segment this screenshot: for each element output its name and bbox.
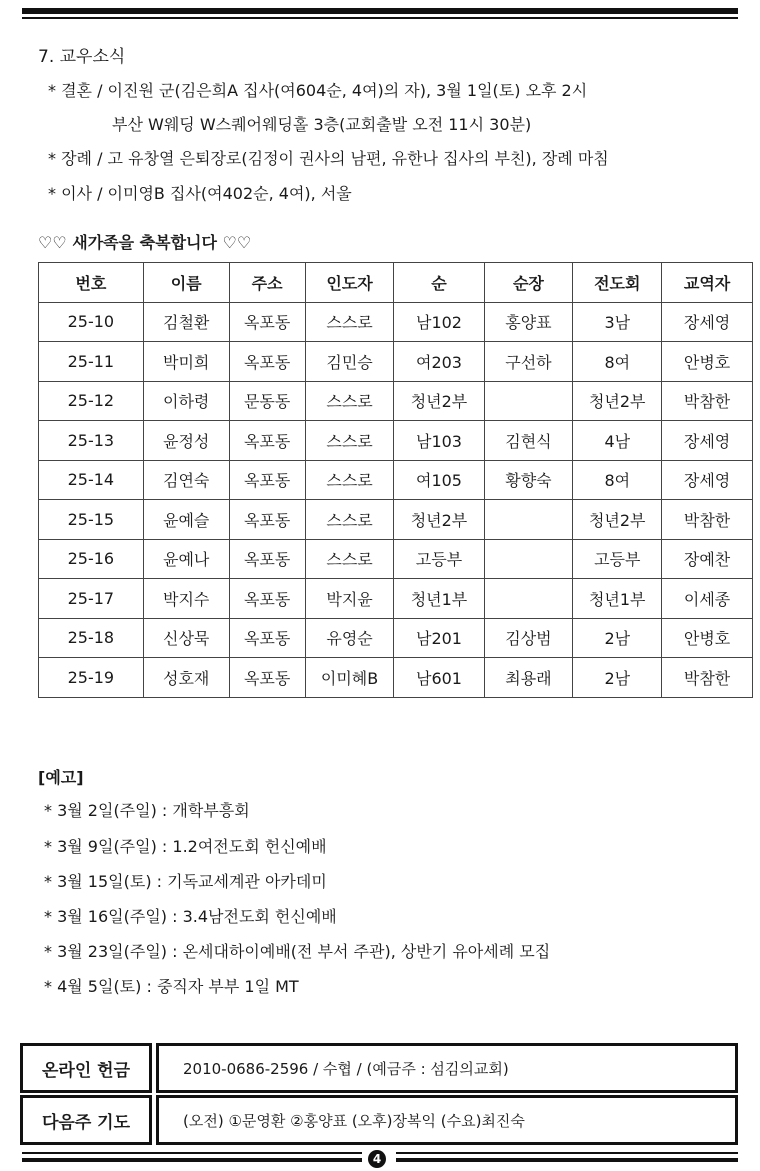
cell-name: 박지수 [143, 579, 229, 619]
cell-pastor: 장예찬 [662, 539, 753, 579]
cell-number: 25-13 [39, 421, 144, 461]
bottom-rule-right [396, 1158, 738, 1162]
table-row [39, 579, 753, 619]
table-row [39, 460, 753, 500]
cell-address: 옥포동 [229, 302, 305, 342]
cell-pastor: 장세영 [662, 421, 753, 461]
column-header: 인도자 [305, 263, 394, 303]
cell-guide: 스스로 [305, 421, 394, 461]
prayer-label: 다음주 기도 [20, 1095, 152, 1145]
notice-item: * 3월 15일(토) : 기독교세계관 아카데미 [44, 872, 327, 891]
news-wedding-venue: 부산 W웨딩 W스퀘어웨딩홀 3층(교회출발 오전 11시 30분) [112, 115, 532, 134]
news-moving: * 이사 / 이미영B 집사(여402순, 4여), 서울 [48, 184, 352, 203]
bottom-rule-right-thin [396, 1152, 738, 1154]
cell-name: 박미희 [143, 342, 229, 382]
table-row [39, 342, 753, 382]
offering-account: 2010-0686-2596 / 수협 / (예금주 : 섬김의교회) [156, 1043, 738, 1093]
cell-group: 남102 [394, 302, 484, 342]
section-title: 7. 교우소식 [38, 47, 126, 67]
cell-group: 남601 [394, 658, 484, 698]
table-row [39, 539, 753, 579]
cell-name: 김연숙 [143, 460, 229, 500]
cell-name: 성호재 [143, 658, 229, 698]
column-header: 번호 [39, 263, 144, 303]
notice-item: * 3월 16일(주일) : 3.4남전도회 헌신예배 [44, 907, 337, 926]
cell-address: 옥포동 [229, 618, 305, 658]
news-wedding: * 결혼 / 이진원 군(김은희A 집사(여604순, 4여)의 자), 3월 1일(토) 오후 2시 [48, 81, 588, 100]
cell-guide: 스스로 [305, 381, 394, 421]
cell-guide: 스스로 [305, 539, 394, 579]
cell-name: 신상묵 [143, 618, 229, 658]
column-header: 이름 [143, 263, 229, 303]
prayer-schedule: (오전) ①문영환 ②홍양표 (오후)장복익 (수요)최진숙 [156, 1095, 738, 1145]
page-number: 4 [368, 1150, 386, 1168]
cell-name: 이하령 [143, 381, 229, 421]
cell-address: 옥포동 [229, 658, 305, 698]
cell-group-leader: 홍양표 [484, 302, 573, 342]
bottom-rule-left-thin [22, 1152, 362, 1154]
bottom-rule-left [22, 1158, 362, 1162]
table-row [39, 302, 753, 342]
cell-group: 청년1부 [394, 579, 484, 619]
cell-guide: 이미혜B [305, 658, 394, 698]
cell-number: 25-19 [39, 658, 144, 698]
cell-name: 윤예나 [143, 539, 229, 579]
top-rule-thick [22, 8, 738, 14]
cell-pastor: 장세영 [662, 302, 753, 342]
cell-group-leader [484, 381, 573, 421]
column-header: 순 [394, 263, 484, 303]
cell-group-leader [484, 500, 573, 540]
offering-label: 온라인 헌금 [20, 1043, 152, 1093]
cell-guide: 스스로 [305, 500, 394, 540]
cell-number: 25-11 [39, 342, 144, 382]
cell-address: 문동동 [229, 381, 305, 421]
cell-group: 남103 [394, 421, 484, 461]
cell-name: 김철환 [143, 302, 229, 342]
cell-number: 25-12 [39, 381, 144, 421]
cell-guide: 박지윤 [305, 579, 394, 619]
cell-number: 25-14 [39, 460, 144, 500]
cell-mission-society: 청년1부 [573, 579, 662, 619]
cell-group: 여203 [394, 342, 484, 382]
cell-group-leader: 황향숙 [484, 460, 573, 500]
news-funeral: * 장례 / 고 유창열 은퇴장로(김정이 권사의 남편, 유한나 집사의 부친), 장례 마침 [48, 149, 609, 168]
cell-number: 25-16 [39, 539, 144, 579]
table-row [39, 500, 753, 540]
table-row [39, 658, 753, 698]
cell-pastor: 박참한 [662, 500, 753, 540]
table-row [39, 421, 753, 461]
column-header: 전도회 [573, 263, 662, 303]
cell-mission-society: 2남 [573, 618, 662, 658]
notice-item: * 4월 5일(토) : 중직자 부부 1일 MT [44, 977, 299, 996]
cell-group-leader: 최용래 [484, 658, 573, 698]
column-header: 교역자 [662, 263, 753, 303]
cell-pastor: 이세종 [662, 579, 753, 619]
new-family-table [38, 262, 753, 698]
cell-number: 25-18 [39, 618, 144, 658]
cell-address: 옥포동 [229, 500, 305, 540]
cell-group: 청년2부 [394, 500, 484, 540]
cell-mission-society: 4남 [573, 421, 662, 461]
cell-mission-society: 청년2부 [573, 500, 662, 540]
notice-item: * 3월 23일(주일) : 온세대하이예배(전 부서 주관), 상반기 유아세례 모집 [44, 942, 551, 961]
cell-mission-society: 2남 [573, 658, 662, 698]
top-rule-thin [22, 17, 738, 19]
column-header: 순장 [484, 263, 573, 303]
cell-group: 고등부 [394, 539, 484, 579]
cell-name: 윤정성 [143, 421, 229, 461]
cell-mission-society: 8여 [573, 342, 662, 382]
cell-pastor: 안병호 [662, 618, 753, 658]
cell-group: 여105 [394, 460, 484, 500]
cell-number: 25-17 [39, 579, 144, 619]
cell-group-leader [484, 539, 573, 579]
new-family-heading: ♡♡ 새가족을 축복합니다 ♡♡ [38, 233, 252, 252]
cell-mission-society: 고등부 [573, 539, 662, 579]
table-row [39, 618, 753, 658]
cell-pastor: 장세영 [662, 460, 753, 500]
cell-guide: 스스로 [305, 460, 394, 500]
cell-group-leader: 김현식 [484, 421, 573, 461]
cell-pastor: 안병호 [662, 342, 753, 382]
cell-name: 윤예슬 [143, 500, 229, 540]
cell-number: 25-15 [39, 500, 144, 540]
cell-address: 옥포동 [229, 342, 305, 382]
cell-mission-society: 청년2부 [573, 381, 662, 421]
notice-item: * 3월 9일(주일) : 1.2여전도회 헌신예배 [44, 837, 327, 856]
notice-title: [예고] [38, 768, 84, 787]
cell-address: 옥포동 [229, 421, 305, 461]
cell-mission-society: 3남 [573, 302, 662, 342]
cell-guide: 김민승 [305, 342, 394, 382]
notice-item: * 3월 2일(주일) : 개학부흥회 [44, 801, 250, 820]
cell-guide: 스스로 [305, 302, 394, 342]
cell-address: 옥포동 [229, 579, 305, 619]
table-header-row [39, 263, 753, 303]
cell-pastor: 박참한 [662, 658, 753, 698]
cell-group-leader [484, 579, 573, 619]
cell-address: 옥포동 [229, 539, 305, 579]
cell-address: 옥포동 [229, 460, 305, 500]
column-header: 주소 [229, 263, 305, 303]
cell-number: 25-10 [39, 302, 144, 342]
cell-group-leader: 김상범 [484, 618, 573, 658]
cell-pastor: 박참한 [662, 381, 753, 421]
cell-group-leader: 구선하 [484, 342, 573, 382]
cell-group: 남201 [394, 618, 484, 658]
cell-group: 청년2부 [394, 381, 484, 421]
cell-mission-society: 8여 [573, 460, 662, 500]
cell-guide: 유영순 [305, 618, 394, 658]
table-row [39, 381, 753, 421]
